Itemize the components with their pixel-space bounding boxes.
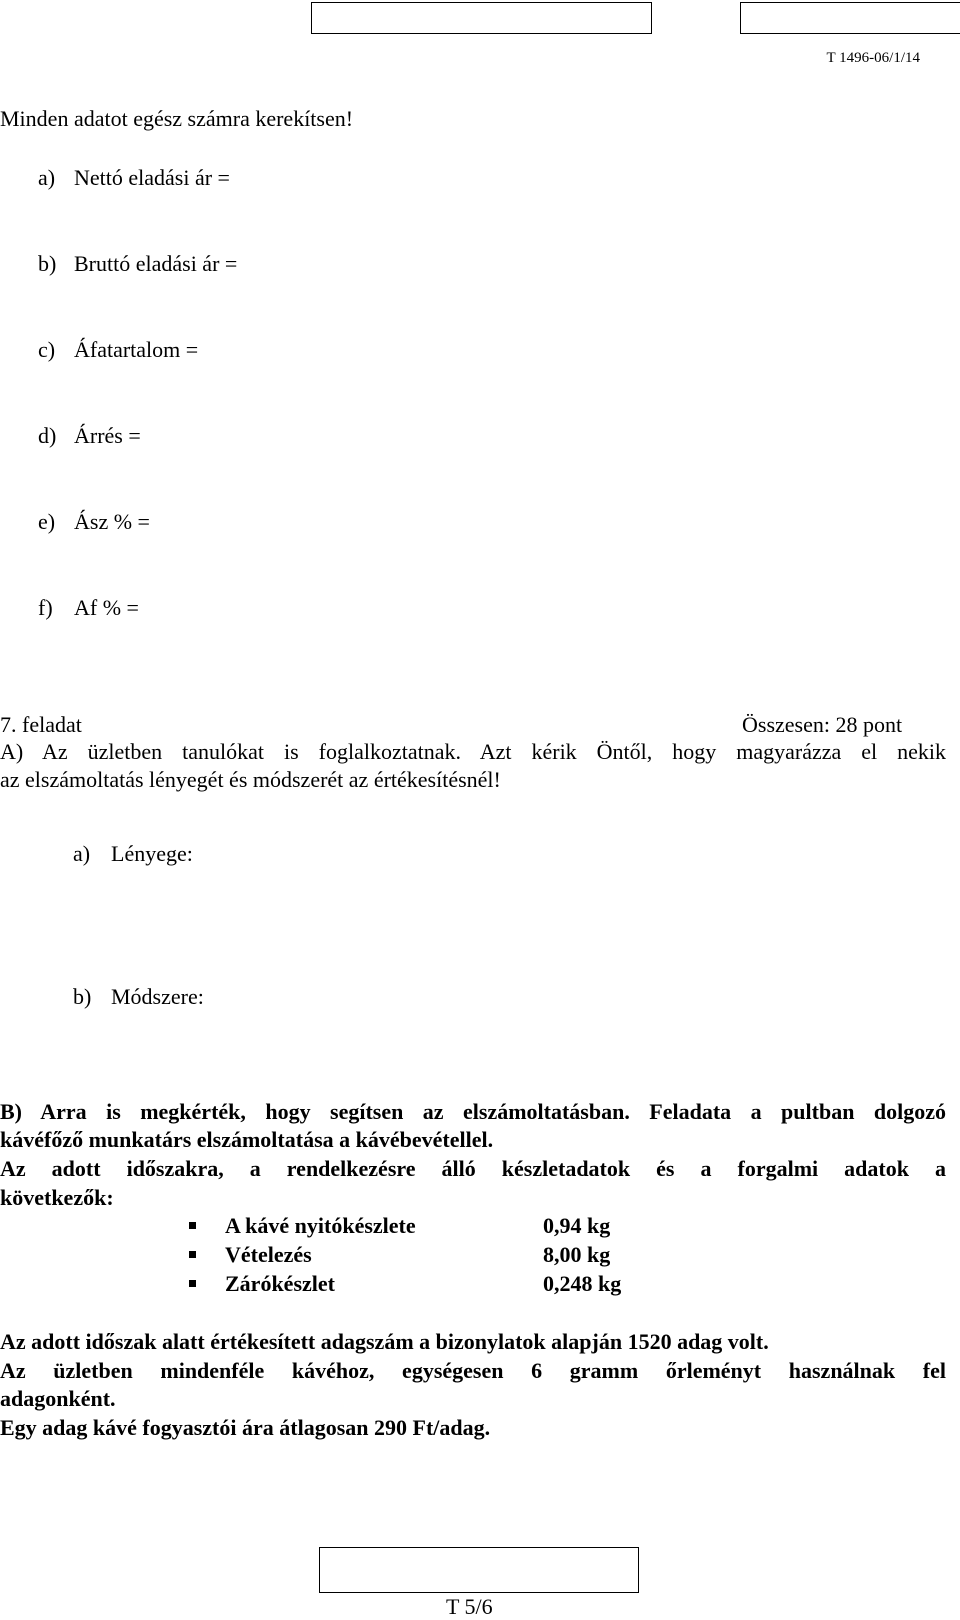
footer-box[interactable] — [319, 1547, 639, 1593]
task7-a-line2: az elszámoltatás lényegét és módszerét az értékesítésnél! — [0, 767, 501, 792]
item-d-label: Árrés = — [74, 423, 141, 448]
task7-p2-line2: adagonként. — [0, 1386, 116, 1411]
task7-p3: Egy adag kávé fogyasztói ára átlagosan 290 Ft/adag. — [0, 1415, 491, 1440]
stock-name-2: Vételezés — [225, 1242, 312, 1267]
header-box-left[interactable] — [311, 2, 652, 34]
bullet-square-icon — [189, 1251, 196, 1258]
task7-b-line4: következők: — [0, 1185, 114, 1210]
header-box-right[interactable] — [740, 2, 960, 34]
task7-total: Összesen: 28 pont — [742, 712, 903, 737]
item-c-label: Áfatartalom = — [74, 337, 199, 362]
page-number: T 5/6 — [446, 1594, 493, 1619]
task7-modszere — [73, 983, 204, 1011]
bullet-square-icon — [189, 1280, 196, 1287]
item-f-letter: f) — [38, 595, 53, 620]
item-f-label: Af % = — [74, 595, 139, 620]
stock-name-1: A kávé nyitókészlete — [225, 1213, 416, 1238]
stock-value-3: 0,248 kg — [543, 1271, 622, 1296]
item-a — [38, 164, 230, 192]
task7-p2-line1: Az üzletben mindenféle kávéhoz, egységesen 6 gramm őrleményt használnak fel — [0, 1358, 946, 1383]
item-b-label: Bruttó eladási ár = — [74, 251, 238, 276]
item-e-letter: e) — [38, 509, 56, 534]
item-d-letter: d) — [38, 423, 57, 448]
task7-b-line3: Az adott időszakra, a rendelkezésre álló készletadatok és a forgalmi adatok a — [0, 1156, 946, 1181]
item-b-letter: b) — [38, 251, 57, 276]
item-e — [38, 508, 150, 536]
task7-b-line1: B) Arra is megkérték, hogy segítsen az elszámoltatásban. Feladata a pultban dolgozó — [0, 1099, 946, 1124]
item-d — [38, 422, 141, 450]
lenyege-letter: a) — [73, 841, 91, 866]
item-c — [38, 336, 198, 364]
stock-value-2: 8,00 kg — [543, 1242, 611, 1267]
task7-lenyege — [73, 840, 193, 868]
item-a-letter: a) — [38, 165, 56, 190]
stock-value-1: 0,94 kg — [543, 1213, 611, 1238]
item-e-label: Ász % = — [74, 509, 150, 534]
bullet-square-icon — [189, 1222, 196, 1229]
document-code: T 1496-06/1/14 — [826, 50, 920, 66]
stock-name-3: Zárókészlet — [225, 1271, 335, 1296]
item-b — [38, 250, 237, 278]
item-a-label: Nettó eladási ár = — [74, 165, 230, 190]
item-f — [38, 594, 139, 622]
lenyege-label: Lényege: — [111, 841, 193, 866]
modszere-letter: b) — [73, 984, 92, 1009]
task7-a-line1: A) Az üzletben tanulókat is foglalkoztatnak. Azt kérik Öntől, hogy magyarázza el nekik — [0, 739, 946, 764]
item-c-letter: c) — [38, 337, 56, 362]
modszere-label: Módszere: — [111, 984, 204, 1009]
task7-b-line2: kávéfőző munkatárs elszámoltatása a kávébevétellel. — [0, 1127, 494, 1152]
task7-p1: Az adott időszak alatt értékesített adagszám a bizonylatok alapján 1520 adag volt. — [0, 1329, 769, 1354]
instruction: Minden adatot egész számra kerekítsen! — [0, 106, 354, 131]
task7-title: 7. feladat — [0, 712, 82, 737]
